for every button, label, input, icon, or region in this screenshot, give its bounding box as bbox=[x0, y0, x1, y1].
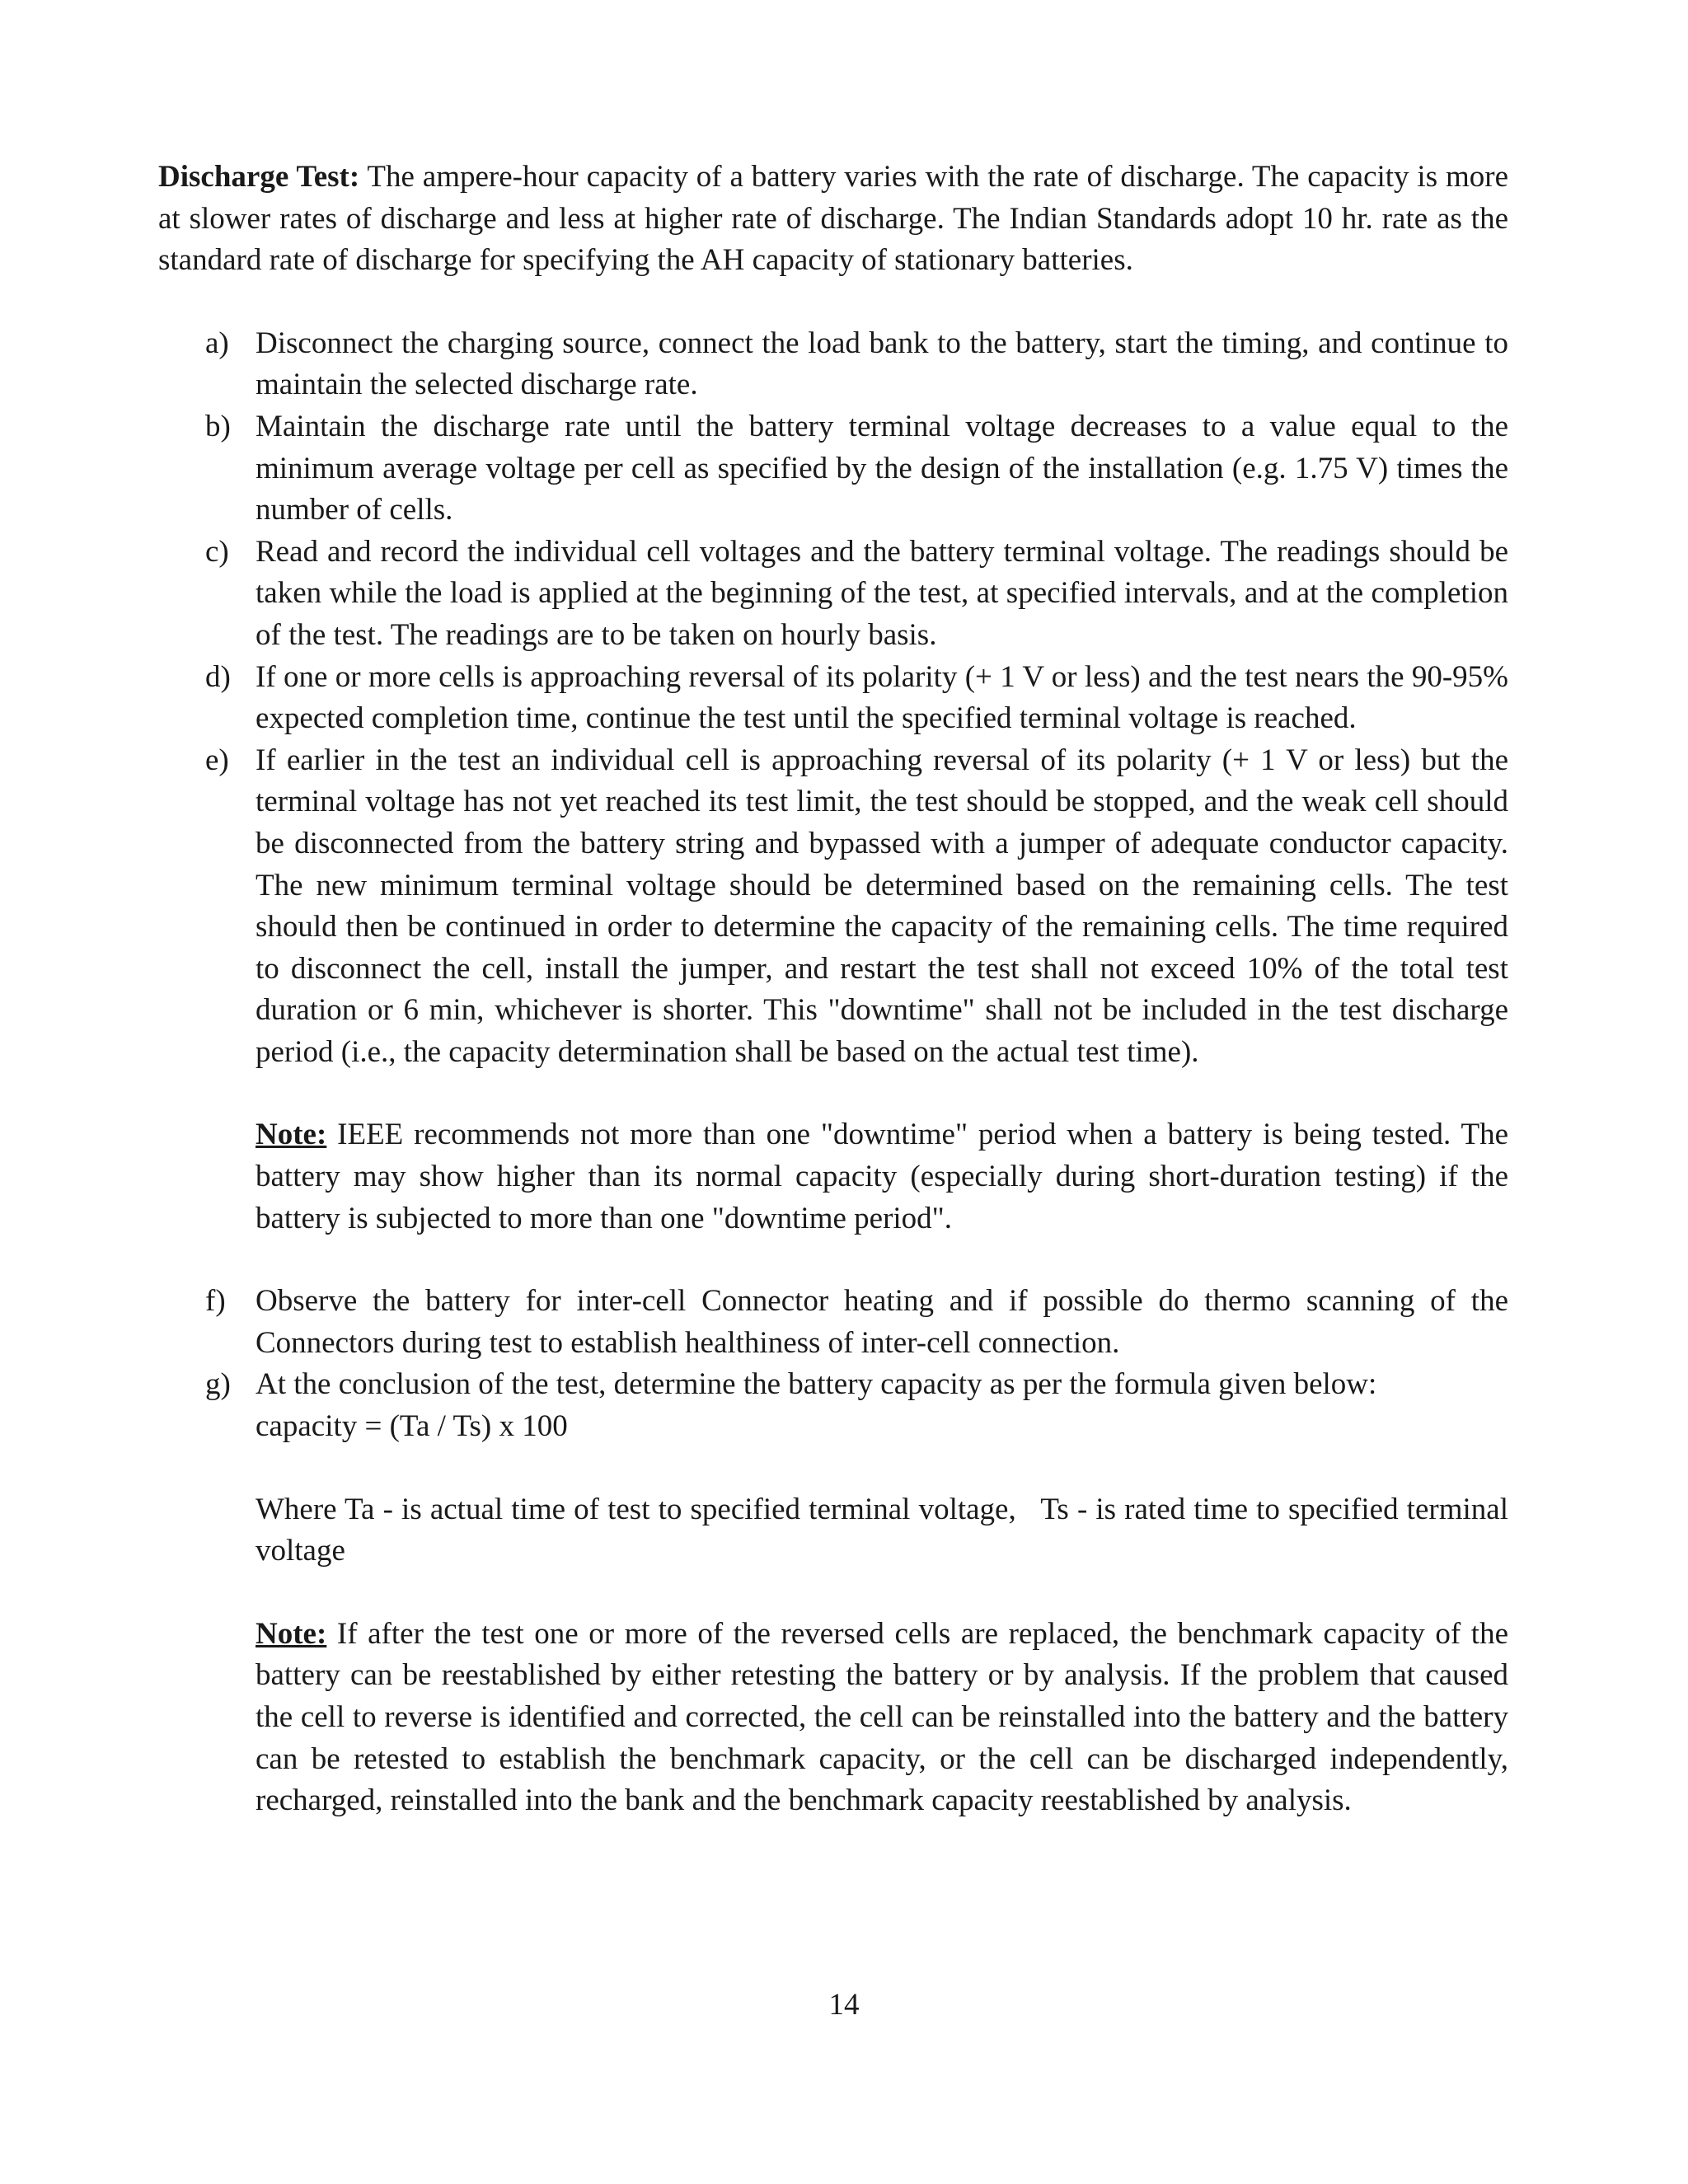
note-text: IEEE recommends not more than one "downtime" period when a battery is being tested. The battery may show higher than its normal capacity (especially during short-duration testing) if the battery is subjected to more than one "downtime period". bbox=[256, 1118, 1508, 1235]
list-item-g bbox=[158, 1364, 1508, 1447]
item-label: g) bbox=[205, 1367, 231, 1402]
list-item-b bbox=[158, 406, 1508, 532]
note-reversed-cells bbox=[158, 1614, 1508, 1822]
note-ieee-downtime bbox=[158, 1114, 1508, 1240]
item-label: f) bbox=[205, 1284, 226, 1319]
discharge-test-intro bbox=[158, 157, 1508, 282]
list-item-f bbox=[158, 1281, 1508, 1364]
note-text: If after the test one or more of the reversed cells are replaced, the benchmark capacity of the battery can be reestablished by either retesting the battery or by analysis. If the problem that caused the cell to reverse is identified and corrected, the cell can be reinstalled into the battery and the battery can be retested to establish the benchmark capacity, or the cell can be discharged independently, recharged, reinstalled into the bank and the benchmark capacity reestablished by analysis. bbox=[256, 1616, 1508, 1818]
document-page bbox=[158, 157, 1508, 1822]
item-label: c) bbox=[205, 534, 229, 569]
ts-definition: Ts - is rated time to specified terminal voltage bbox=[256, 1492, 1508, 1568]
page-number: 14 bbox=[828, 1988, 860, 2022]
formula-definitions bbox=[158, 1489, 1508, 1572]
item-label: a) bbox=[205, 326, 229, 360]
item-text: If earlier in the test an individual cell is approaching reversal of its polarity (+ 1 V or less) but the terminal voltage has not yet reached its test limit, the test should be stopped, and the weak cell should be disconnected from the battery string and bypassed with a jumper of adequate conductor capacity. The new minimum terminal voltage should be determined based on the remaining cells. The test should then be continued in order to determine the capacity of the remaining cells. The time required to disconnect the cell, install the jumper, and restart the test shall not exceed 10% of the total test duration or 6 min, whichever is shorter. This "downtime" shall not be included in the test discharge period (i.e., the capacity determination shall be based on the actual test time). bbox=[256, 743, 1508, 1069]
list-item-e bbox=[158, 740, 1508, 1074]
intro-text: The ampere-hour capacity of a battery varies with the rate of discharge. The capacity is more at slower rates of discharge and less at higher rate of discharge. The Indian Standards adopt 10 hr. rate as the standard rate of discharge for specifying the AH capacity of stationary batteries. bbox=[158, 160, 1508, 278]
section-title: Discharge Test: bbox=[158, 160, 360, 194]
item-text: Observe the battery for inter-cell Connector heating and if possible do thermo scanning of the Connectors during test to establish healthiness of inter-cell connection. bbox=[256, 1284, 1508, 1360]
list-item-d bbox=[158, 657, 1508, 740]
item-text: Disconnect the charging source, connect the load bank to the battery, start the timing, and continue to maintain the selected discharge rate. bbox=[256, 326, 1508, 402]
item-text: At the conclusion of the test, determine the battery capacity as per the formula given below: bbox=[256, 1367, 1377, 1402]
note-label: Note: bbox=[256, 1616, 327, 1651]
ta-definition: Where Ta - is actual time of test to specified terminal voltage, bbox=[256, 1492, 1016, 1526]
capacity-formula: capacity = (Ta / Ts) x 100 bbox=[256, 1409, 568, 1444]
item-text: Read and record the individual cell voltages and the battery terminal voltage. The readings should be taken while the load is applied at the beginning of the test, at specified intervals, and at the completion of the test. The readings are to be taken on hourly basis. bbox=[256, 534, 1508, 652]
list-item-c bbox=[158, 532, 1508, 657]
item-text: If one or more cells is approaching reversal of its polarity (+ 1 V or less) and the test nears the 90-95% expected completion time, continue the test until the specified terminal voltage is reached. bbox=[256, 659, 1508, 736]
procedure-list bbox=[158, 323, 1508, 1822]
list-item-a bbox=[158, 323, 1508, 406]
note-label: Note: bbox=[256, 1118, 327, 1152]
item-label: b) bbox=[205, 409, 231, 443]
item-label: e) bbox=[205, 743, 229, 777]
item-label: d) bbox=[205, 659, 231, 694]
item-text: Maintain the discharge rate until the battery terminal voltage decreases to a value equal to the minimum average voltage per cell as specified by the design of the installation (e.g. 1.75 V) times the number of cells. bbox=[256, 409, 1508, 527]
